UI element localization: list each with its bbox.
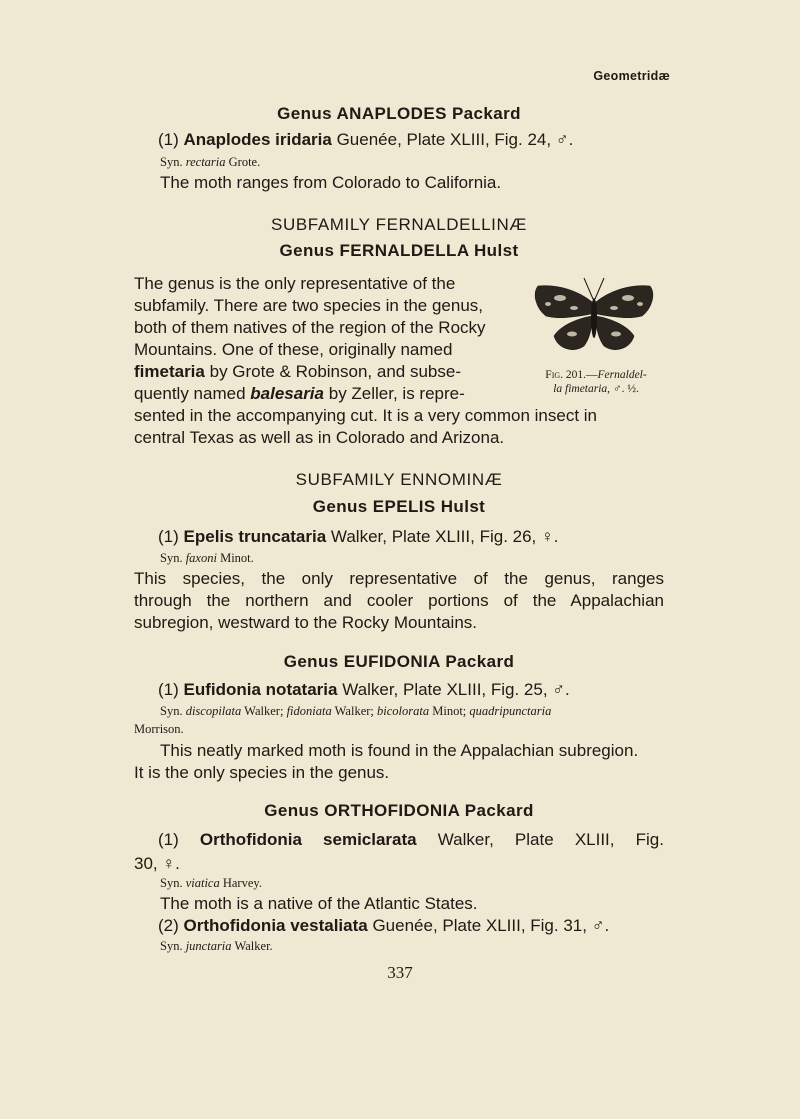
figure-caption: Fig. 201.—Fernaldel- la fimetaria, ♂. ½. bbox=[545, 369, 647, 395]
synonym-line: Syn. discopilata Walker; fidoniata Walker; bicolorata Minot; quadripunctaria bbox=[160, 704, 552, 718]
genus-heading-orthofidonia: Genus ORTHOFIDONIA Packard bbox=[264, 801, 534, 820]
entry-number: (1) bbox=[158, 680, 179, 699]
synonym-line: Syn. junctaria Walker. bbox=[160, 939, 273, 953]
body-text: The genus is the only representative of the bbox=[134, 274, 456, 293]
body-text: The moth is a native of the Atlantic States. bbox=[160, 894, 478, 913]
running-head: Geometridæ bbox=[593, 69, 670, 83]
species-reference: Walker, Plate XLIII, Fig. 26, ♀. bbox=[330, 527, 559, 546]
page-number: 337 bbox=[387, 963, 413, 982]
species-name: fimetaria bbox=[134, 362, 205, 381]
species-name: Epelis truncataria bbox=[183, 527, 327, 546]
entry-number: (1) bbox=[158, 130, 179, 149]
syn-label: Syn. bbox=[160, 155, 183, 169]
species-entry-eufidonia-notataria bbox=[158, 680, 570, 700]
genus-heading-anaplodes: Genus ANAPLODES Packard bbox=[277, 104, 521, 123]
species-reference: Walker, Plate XLIII, Fig. 25, ♂. bbox=[342, 680, 570, 699]
species-reference: Guenée, Plate XLIII, Fig. 24, ♂. bbox=[336, 130, 574, 149]
body-text: The moth ranges from Colorado to California. bbox=[160, 173, 502, 192]
species-reference: Guenée, Plate XLIII, Fig. 31, ♂. bbox=[372, 916, 610, 935]
species-reference: Walker, Plate XLIII, Fig. bbox=[437, 830, 664, 849]
syn-author: Grote. bbox=[228, 155, 261, 169]
species-name: Orthofidonia semiclarata bbox=[199, 830, 417, 849]
syn-name: junctaria bbox=[185, 939, 232, 953]
synonym-line: Syn. faxoni Minot. bbox=[160, 551, 254, 565]
body-text: subfamily. There are two species in the genus, bbox=[134, 296, 483, 315]
species-name: Orthofidonia vestaliata bbox=[183, 916, 368, 935]
syn-name: rectaria bbox=[185, 155, 226, 169]
synonym-line: Syn. viatica Harvey. bbox=[160, 876, 262, 890]
synonym-line bbox=[160, 155, 260, 170]
synonym-line-continued: Morrison. bbox=[134, 722, 184, 736]
body-text: subregion, westward to the Rocky Mountains. bbox=[134, 613, 478, 632]
genus-heading-epelis: Genus EPELIS Hulst bbox=[312, 497, 486, 516]
body-text: sented in the accompanying cut. It is a very common insect in bbox=[134, 406, 598, 425]
body-text: both of them natives of the region of the Rocky bbox=[134, 318, 486, 337]
species-name: Eufidonia notataria bbox=[183, 680, 338, 699]
entry-number: (2) bbox=[158, 916, 179, 935]
species-name: Anaplodes iridaria bbox=[183, 130, 332, 149]
species-entry-epelis-truncataria bbox=[158, 527, 558, 547]
subfamily-heading-ennominae: SUBFAMILY ENNOMINÆ bbox=[295, 470, 503, 489]
species-entry-anaplodes-iridaria bbox=[158, 130, 573, 150]
genus-heading-fernaldella: Genus FERNALDELLA Hulst bbox=[279, 241, 519, 260]
body-text: fimetaria by Grote & Robinson, and subse- bbox=[134, 362, 461, 381]
syn-name: discopilata bbox=[185, 704, 242, 718]
species-name: balesaria bbox=[250, 384, 324, 403]
syn-name: viatica bbox=[185, 876, 220, 890]
body-text: This neatly marked moth is found in the Appalachian subregion. bbox=[160, 741, 639, 760]
subfamily-heading-fernaldellinae: SUBFAMILY FERNALDELLINÆ bbox=[271, 215, 527, 234]
species-reference-continued: 30, ♀. bbox=[134, 854, 180, 873]
body-text: central Texas as well as in Colorado and Arizona. bbox=[134, 428, 505, 447]
body-text: It is the only species in the genus. bbox=[134, 763, 390, 782]
entry-number: (1) bbox=[158, 830, 179, 849]
body-text: quently named balesaria by Zeller, is repre- bbox=[134, 384, 465, 403]
entry-number: (1) bbox=[158, 527, 179, 546]
body-text: through the northern and cooler portions of the Appalachian bbox=[134, 591, 664, 610]
syn-name: faxoni bbox=[185, 551, 217, 565]
species-entry-orthofidonia-semiclarata bbox=[158, 830, 664, 850]
syn-name: quadripunctaria bbox=[469, 704, 552, 718]
syn-name: bicolorata bbox=[377, 704, 430, 718]
body-text: This species, the only representative of the genus, ranges bbox=[134, 569, 664, 588]
moth-illustration-icon bbox=[520, 274, 668, 358]
moth-figure bbox=[520, 274, 668, 363]
syn-name: fidoniata bbox=[286, 704, 332, 718]
genus-heading-eufidonia: Genus EUFIDONIA Packard bbox=[283, 652, 515, 671]
body-text: Mountains. One of these, originally named bbox=[134, 340, 453, 359]
species-entry-orthofidonia-vestaliata bbox=[158, 916, 609, 936]
